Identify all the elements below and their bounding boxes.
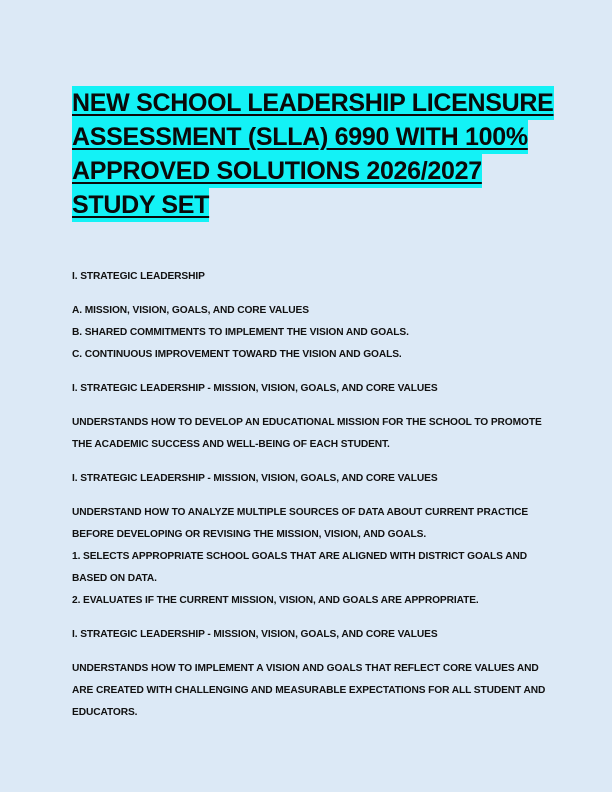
card-definition-line: UNDERSTANDS HOW TO DEVELOP AN EDUCATIONAL MISSION FOR THE SCHOOL TO PROMOTE xyxy=(72,417,542,428)
card-definition-line: BASED ON DATA. xyxy=(72,573,157,584)
list-item: C. CONTINUOUS IMPROVEMENT TOWARD THE VISION AND GOALS. xyxy=(72,349,402,360)
card-definition-line: EDUCATORS. xyxy=(72,707,138,718)
document-title xyxy=(72,86,554,222)
card-definition-line: UNDERSTANDS HOW TO IMPLEMENT A VISION AND GOALS THAT REFLECT CORE VALUES AND xyxy=(72,663,539,674)
list-item: B. SHARED COMMITMENTS TO IMPLEMENT THE VISION AND GOALS. xyxy=(72,327,409,338)
card-term: I. STRATEGIC LEADERSHIP - MISSION, VISION, GOALS, AND CORE VALUES xyxy=(72,383,438,394)
section-heading: I. STRATEGIC LEADERSHIP xyxy=(72,271,205,282)
list-item: A. MISSION, VISION, GOALS, AND CORE VALUES xyxy=(72,305,309,316)
card-definition-line: 2. EVALUATES IF THE CURRENT MISSION, VISION, AND GOALS ARE APPROPRIATE. xyxy=(72,595,479,606)
card-definition-line: BEFORE DEVELOPING OR REVISING THE MISSION, VISION, AND GOALS. xyxy=(72,529,427,540)
card-definition-line: THE ACADEMIC SUCCESS AND WELL-BEING OF EACH STUDENT. xyxy=(72,439,390,450)
card-definition-line: UNDERSTAND HOW TO ANALYZE MULTIPLE SOURCES OF DATA ABOUT CURRENT PRACTICE xyxy=(72,507,529,518)
document-body xyxy=(72,266,546,724)
card-definition-line: 1. SELECTS APPROPRIATE SCHOOL GOALS THAT ARE ALIGNED WITH DISTRICT GOALS AND xyxy=(72,551,527,562)
title-line: APPROVED SOLUTIONS 2026/2027 xyxy=(72,154,482,188)
title-line: ASSESSMENT (SLLA) 6990 WITH 100% xyxy=(72,120,528,154)
title-line: STUDY SET xyxy=(72,188,209,222)
title-line: NEW SCHOOL LEADERSHIP LICENSURE xyxy=(72,86,554,120)
card-definition-line: ARE CREATED WITH CHALLENGING AND MEASURABLE EXPECTATIONS FOR ALL STUDENT AND xyxy=(72,685,546,696)
card-term: I. STRATEGIC LEADERSHIP - MISSION, VISION, GOALS, AND CORE VALUES xyxy=(72,473,438,484)
card-term: I. STRATEGIC LEADERSHIP - MISSION, VISION, GOALS, AND CORE VALUES xyxy=(72,629,438,640)
